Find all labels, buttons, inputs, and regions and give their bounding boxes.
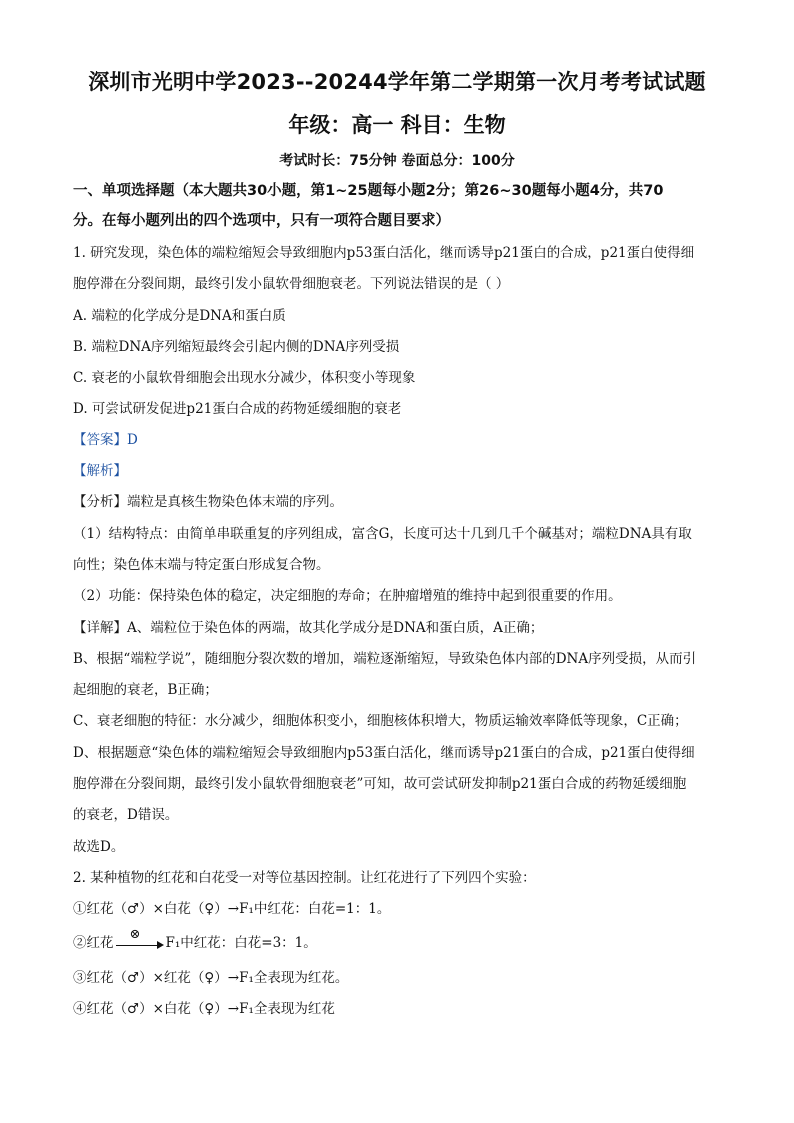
experiment-2-result: F₁中红花：白花=3：1。 bbox=[165, 935, 317, 951]
question-1-stem: 1. 研究发现，染色体的端粒缩短会导致细胞内p53蛋白活化，继而诱导p21蛋白的合成，p21蛋白使得细 bbox=[73, 245, 695, 261]
section-heading: 一、单项选择题（本大题共30小题，第1~25题每小题2分；第26~30题每小题4分，共70 bbox=[73, 183, 664, 199]
analysis-line: 故选D。 bbox=[73, 839, 125, 855]
experiment-3: ③红花（♂）×红花（♀）→F₁全表现为红花。 bbox=[73, 970, 349, 986]
analysis-line: D、根据题意“染色体的端粒缩短会导致细胞内p53蛋白活化，继而诱导p21蛋白的合成，p21蛋白使得细 bbox=[73, 745, 695, 761]
question-2-stem: 2. 某种植物的红花和白花受一对等位基因控制。让红花进行了下列四个实验： bbox=[73, 870, 536, 886]
experiment-2 bbox=[73, 926, 317, 953]
analysis-label: 【解析】 bbox=[73, 463, 127, 479]
analysis-line: （2）功能：保持染色体的稳定，决定细胞的寿命；在肿瘤增殖的维持中起到很重要的作用。 bbox=[73, 588, 622, 604]
analysis-line: （1）结构特点：由简单串联重复的序列组成，富含G，长度可达十几到几千个碱基对；端粒DNA具有取 bbox=[73, 526, 692, 542]
experiment-4: ④红花（♂）×白花（♀）→F₁全表现为红花 bbox=[73, 1001, 335, 1017]
analysis-line: 【详解】A、端粒位于染色体的两端，故其化学成分是DNA和蛋白质，A正确； bbox=[73, 620, 544, 636]
grade-subject: 年级：高一 科目：生物 bbox=[288, 113, 506, 137]
analysis-line: 【分析】端粒是真核生物染色体末端的序列。 bbox=[73, 494, 343, 510]
experiment-2-prefix: ②红花 bbox=[73, 935, 114, 951]
option-a: A. 端粒的化学成分是DNA和蛋白质 bbox=[73, 308, 286, 324]
experiment-1: ①红花（♂）×白花（♀）→F₁中红花：白花=1：1。 bbox=[73, 901, 391, 917]
option-b: B. 端粒DNA序列缩短最终会引起内侧的DNA序列受损 bbox=[73, 339, 400, 355]
analysis-line: C、衰老细胞的特征：水分减少，细胞体积变小，细胞核体积增大，物质运输效率降低等现象，C正确； bbox=[73, 713, 688, 729]
page-title: 深圳市光明中学2023--20244学年第二学期第一次月考考试试题 bbox=[88, 70, 706, 94]
selfing-symbol: ⊗ bbox=[129, 926, 141, 942]
exam-meta: 考试时长：75分钟 卷面总分：100分 bbox=[279, 153, 515, 169]
option-c: C. 衰老的小鼠软骨细胞会出现水分减少，体积变小等现象 bbox=[73, 370, 416, 386]
analysis-line: 向性；染色体末端与特定蛋白形成复合物。 bbox=[73, 557, 330, 573]
analysis-line: 起细胞的衰老，B正确； bbox=[73, 682, 218, 698]
answer-label: 【答案】D bbox=[73, 432, 138, 448]
section-heading-cont: 分。在每小题列出的四个选项中，只有一项符合题目要求） bbox=[73, 213, 450, 229]
analysis-line: B、根据“端粒学说”，随细胞分裂次数的增加，端粒逐渐缩短，导致染色体内部的DNA序列受损，从而引 bbox=[73, 651, 697, 667]
selfing-arrow-icon bbox=[116, 926, 164, 951]
question-1-stem-cont: 胞停滞在分裂间期，最终引发小鼠软骨细胞衰老。下列说法错误的是（ ） bbox=[73, 276, 510, 292]
analysis-line: 胞停滞在分裂间期，最终引发小鼠软骨细胞衰老”可知，故可尝试研发抑制p21蛋白合成的药物延缓细胞 bbox=[73, 776, 687, 792]
option-d: D. 可尝试研发促进p21蛋白合成的药物延缓细胞的衰老 bbox=[73, 401, 402, 417]
analysis-line: 的衰老，D错误。 bbox=[73, 807, 179, 823]
